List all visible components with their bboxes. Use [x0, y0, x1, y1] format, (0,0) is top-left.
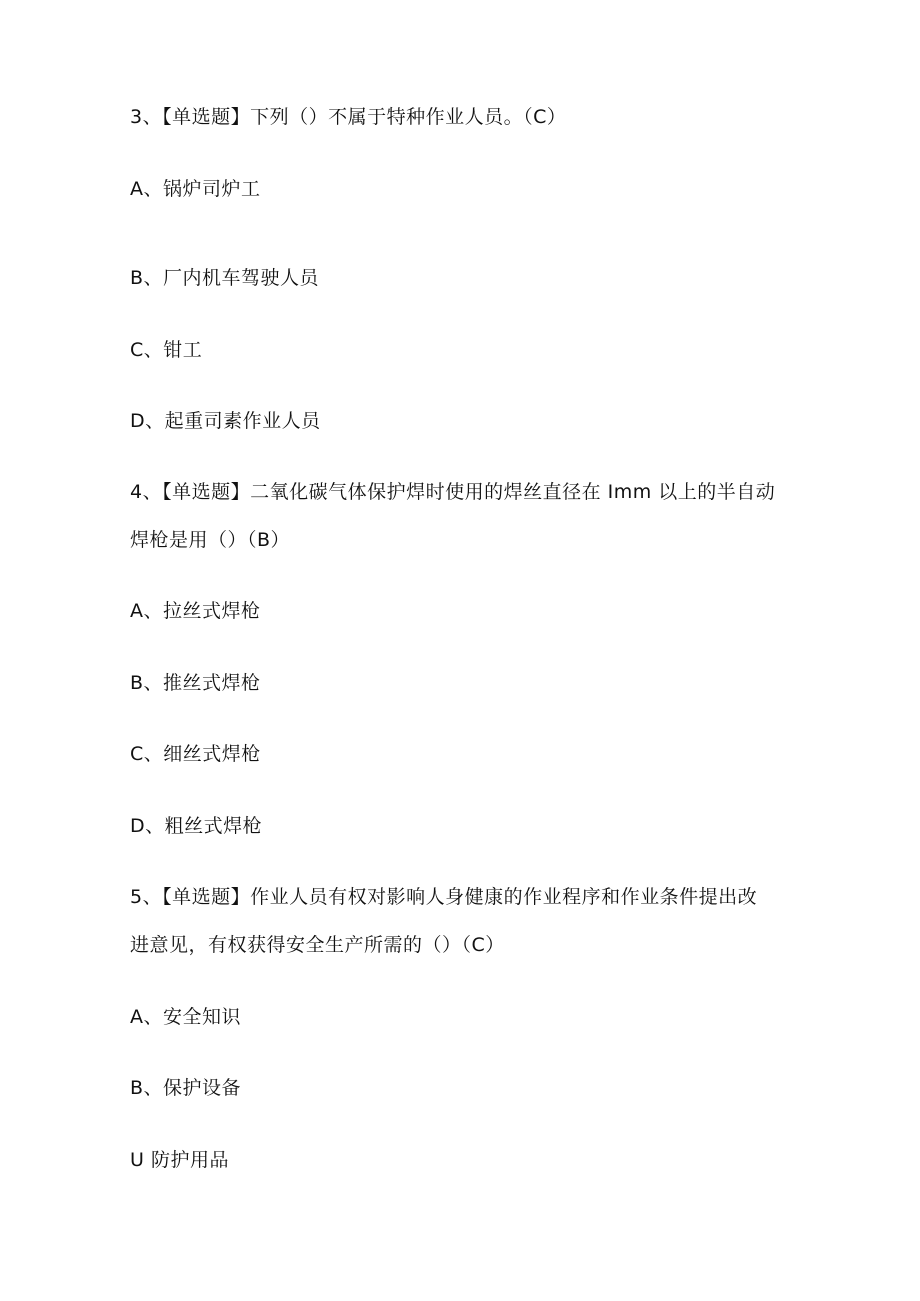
- question-5-option-b: B、保护设备: [130, 1077, 242, 1099]
- question-3-option-c: C、钳工: [130, 339, 203, 361]
- question-5-option-a: A、安全知识: [130, 1006, 241, 1028]
- question-4-stem-line-1: 4、【单选题】二氧化碳气体保护焊时使用的焊丝直径在 Imm 以上的半自动: [130, 481, 776, 503]
- question-4-option-a: A、拉丝式焊枪: [130, 600, 261, 622]
- question-4-option-c: C、细丝式焊枪: [130, 743, 261, 765]
- question-3-stem: 3、【单选题】下列（）不属于特种作业人员。（C）: [130, 106, 567, 128]
- question-3-option-d: D、起重司素作业人员: [130, 410, 321, 432]
- question-4-option-b: B、推丝式焊枪: [130, 672, 261, 694]
- question-5-stem-line-1: 5、【单选题】作业人员有权对影响人身健康的作业程序和作业条件提出改: [130, 886, 758, 908]
- question-3-option-a: A、锅炉司炉工: [130, 178, 261, 200]
- question-4-option-d: D、粗丝式焊枪: [130, 815, 263, 837]
- question-5-option-c: U 防护用品: [130, 1149, 229, 1171]
- question-3-option-b: B、厂内机车驾驶人员: [130, 267, 320, 289]
- question-5-stem-line-2: 进意见，有权获得安全生产所需的（）（C）: [130, 934, 505, 956]
- question-4-stem-line-2: 焊枪是用（）（B）: [130, 529, 291, 551]
